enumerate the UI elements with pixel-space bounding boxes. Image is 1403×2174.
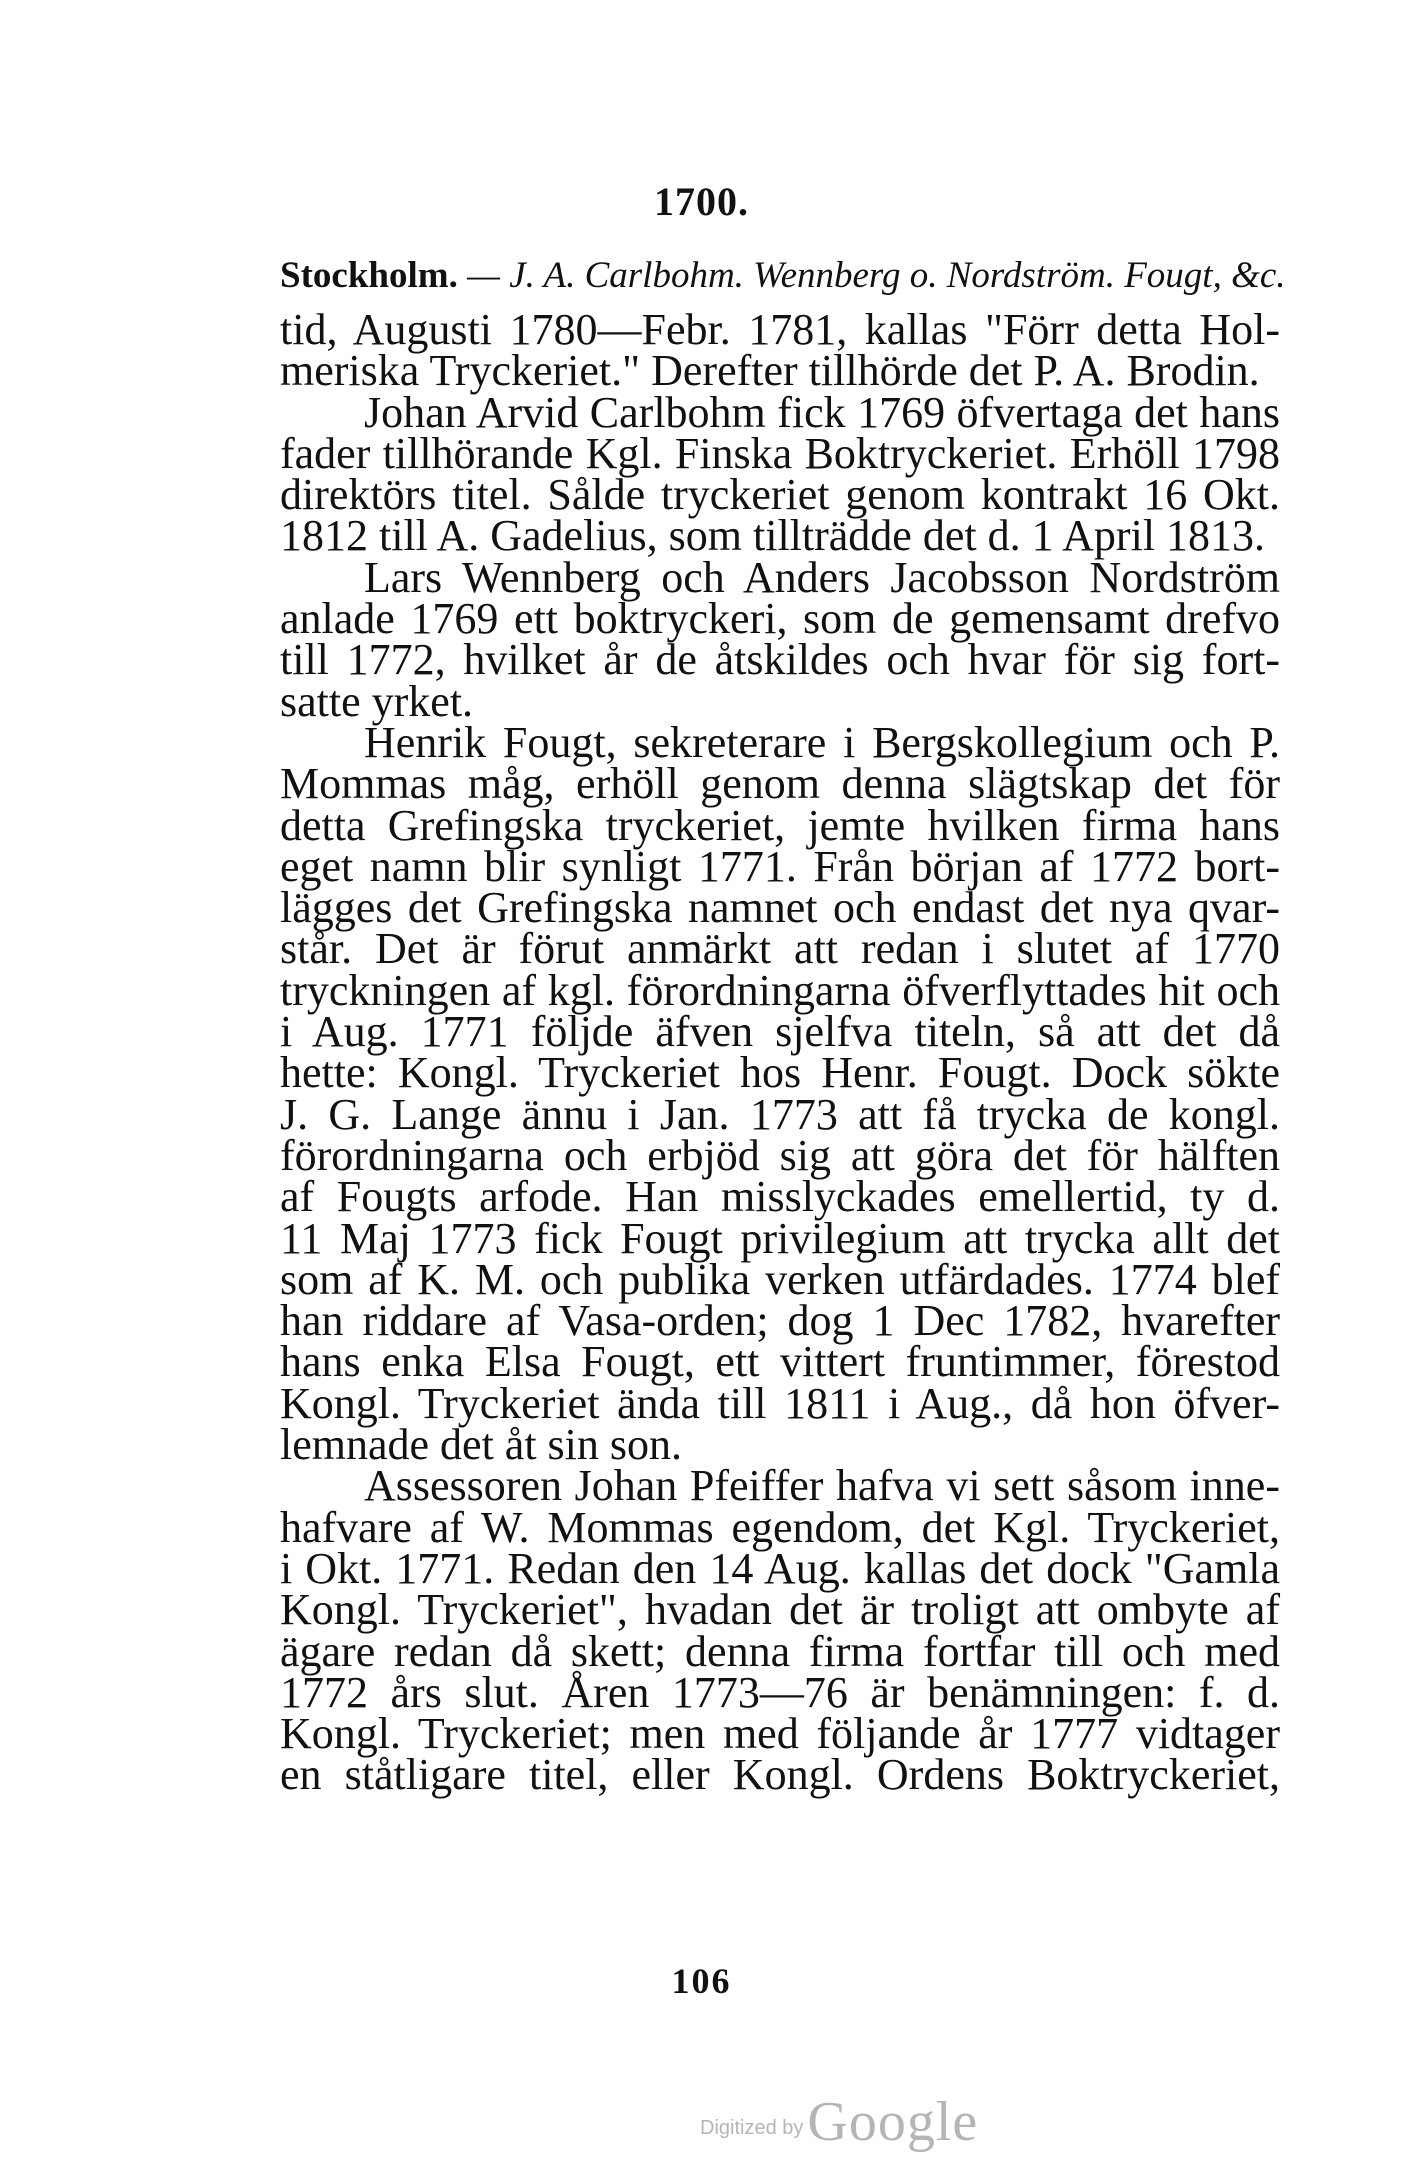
text-line: till 1772, hvilket år de åtskildes och hvar för sig fort-	[280, 635, 1280, 685]
text-line: lägges det Grefingska namnet och endast det nya qvar-	[280, 883, 1280, 933]
text-line: han riddare af Vasa-orden; dog 1 Dec 1782, hvarefter	[280, 1296, 1280, 1346]
text-line: J. G. Lange ännu i Jan. 1773 att få trycka de kongl.	[280, 1089, 1280, 1139]
text-line: af Fougts arfode. Han misslyckades emellertid, ty d.	[280, 1172, 1280, 1222]
text-line: 1772 års slut. Åren 1773—76 är benämningen: f. d.	[280, 1667, 1280, 1717]
text-line: eget namn blir synligt 1771. Från början af 1772 bort-	[280, 841, 1280, 891]
text-line: detta Grefingska tryckeriet, jemte hvilken firma hans	[280, 800, 1280, 850]
page-year-heading: 1700.	[654, 179, 749, 224]
running-head-printers: — J. A. Carlbohm. Wennberg o. Nordström. Fougt, &c.	[467, 255, 1286, 296]
text-line: lemnade det åt sin son.	[280, 1420, 683, 1470]
text-line: Kongl. Tryckeriet", hvadan det är troligt att ombyte af	[280, 1585, 1280, 1635]
text-line: en ståtligare titel, eller Kongl. Ordens Boktryckeriet,	[280, 1750, 1280, 1800]
text-line: direktörs titel. Sålde tryckeriet genom kontrakt 16 Okt.	[280, 470, 1280, 520]
text-line: hans enka Elsa Fougt, ett vittert fruntimmer, förestod	[280, 1337, 1280, 1387]
text-line: i Aug. 1771 följde äfven sjelfva titeln, så att det då	[280, 1007, 1280, 1057]
text-line: Lars Wennberg och Anders Jacobsson Nordström	[364, 552, 1280, 602]
text-line: som af K. M. och publika verken utfärdades. 1774 blef	[280, 1254, 1280, 1304]
text-line: Mommas måg, erhöll genom denna slägtskap det för	[280, 759, 1280, 809]
text-line: förordningarna och erbjöd sig att göra det för hälften	[280, 1130, 1280, 1180]
text-line: ägare redan då skett; denna firma fortfar till och med	[280, 1626, 1280, 1676]
running-head-city: Stockholm.	[280, 255, 458, 296]
text-line: meriska Tryckeriet." Derefter tillhörde det P. A. Brodin.	[280, 346, 1260, 396]
text-line: satte yrket.	[280, 676, 474, 726]
text-line: 11 Maj 1773 fick Fougt privilegium att trycka allt det	[280, 1213, 1280, 1263]
text-line: anlade 1769 ett boktryckeri, som de gemensamt drefvo	[280, 594, 1280, 644]
digitized-watermark	[700, 2090, 978, 2154]
text-line: tid, Augusti 1780—Febr. 1781, kallas "Förr detta Hol-	[280, 305, 1280, 354]
text-line: fader tillhörande Kgl. Finska Boktryckeriet. Erhöll 1798	[280, 428, 1280, 478]
text-line: står. Det är förut anmärkt att redan i slutet af 1770	[280, 924, 1280, 974]
text-line: Kongl. Tryckeriet; men med följande år 1777 vidtager	[280, 1709, 1280, 1759]
text-line: hafvare af W. Mommas egendom, det Kgl. Tryckeriet,	[280, 1502, 1280, 1552]
watermark-prefix: Digitized by	[700, 2117, 804, 2139]
text-line: i Okt. 1771. Redan den 14 Aug. kallas det dock "Gamla	[280, 1543, 1280, 1593]
text-line: tryckningen af kgl. förordningarna öfverflyttades hit och	[280, 965, 1280, 1015]
page-number: 106	[671, 1961, 732, 2001]
text-line: Assessoren Johan Pfeiffer hafva vi sett såsom inne-	[364, 1461, 1280, 1511]
text-line: Kongl. Tryckeriet ända till 1811 i Aug., då hon öfver-	[280, 1378, 1280, 1428]
text-line: Henrik Fougt, sekreterare i Bergskollegium och P.	[364, 717, 1280, 767]
text-line: 1812 till A. Gadelius, som tillträdde det d. 1 April 1813.	[280, 511, 1266, 561]
text-line: Johan Arvid Carlbohm fick 1769 öfvertaga det hans	[364, 387, 1280, 437]
running-head	[280, 254, 1286, 297]
body-text	[280, 305, 1280, 1800]
watermark-brand-logo: Google	[807, 2091, 979, 2153]
text-line: hette: Kongl. Tryckeriet hos Henr. Fougt. Dock sökte	[280, 1048, 1280, 1098]
